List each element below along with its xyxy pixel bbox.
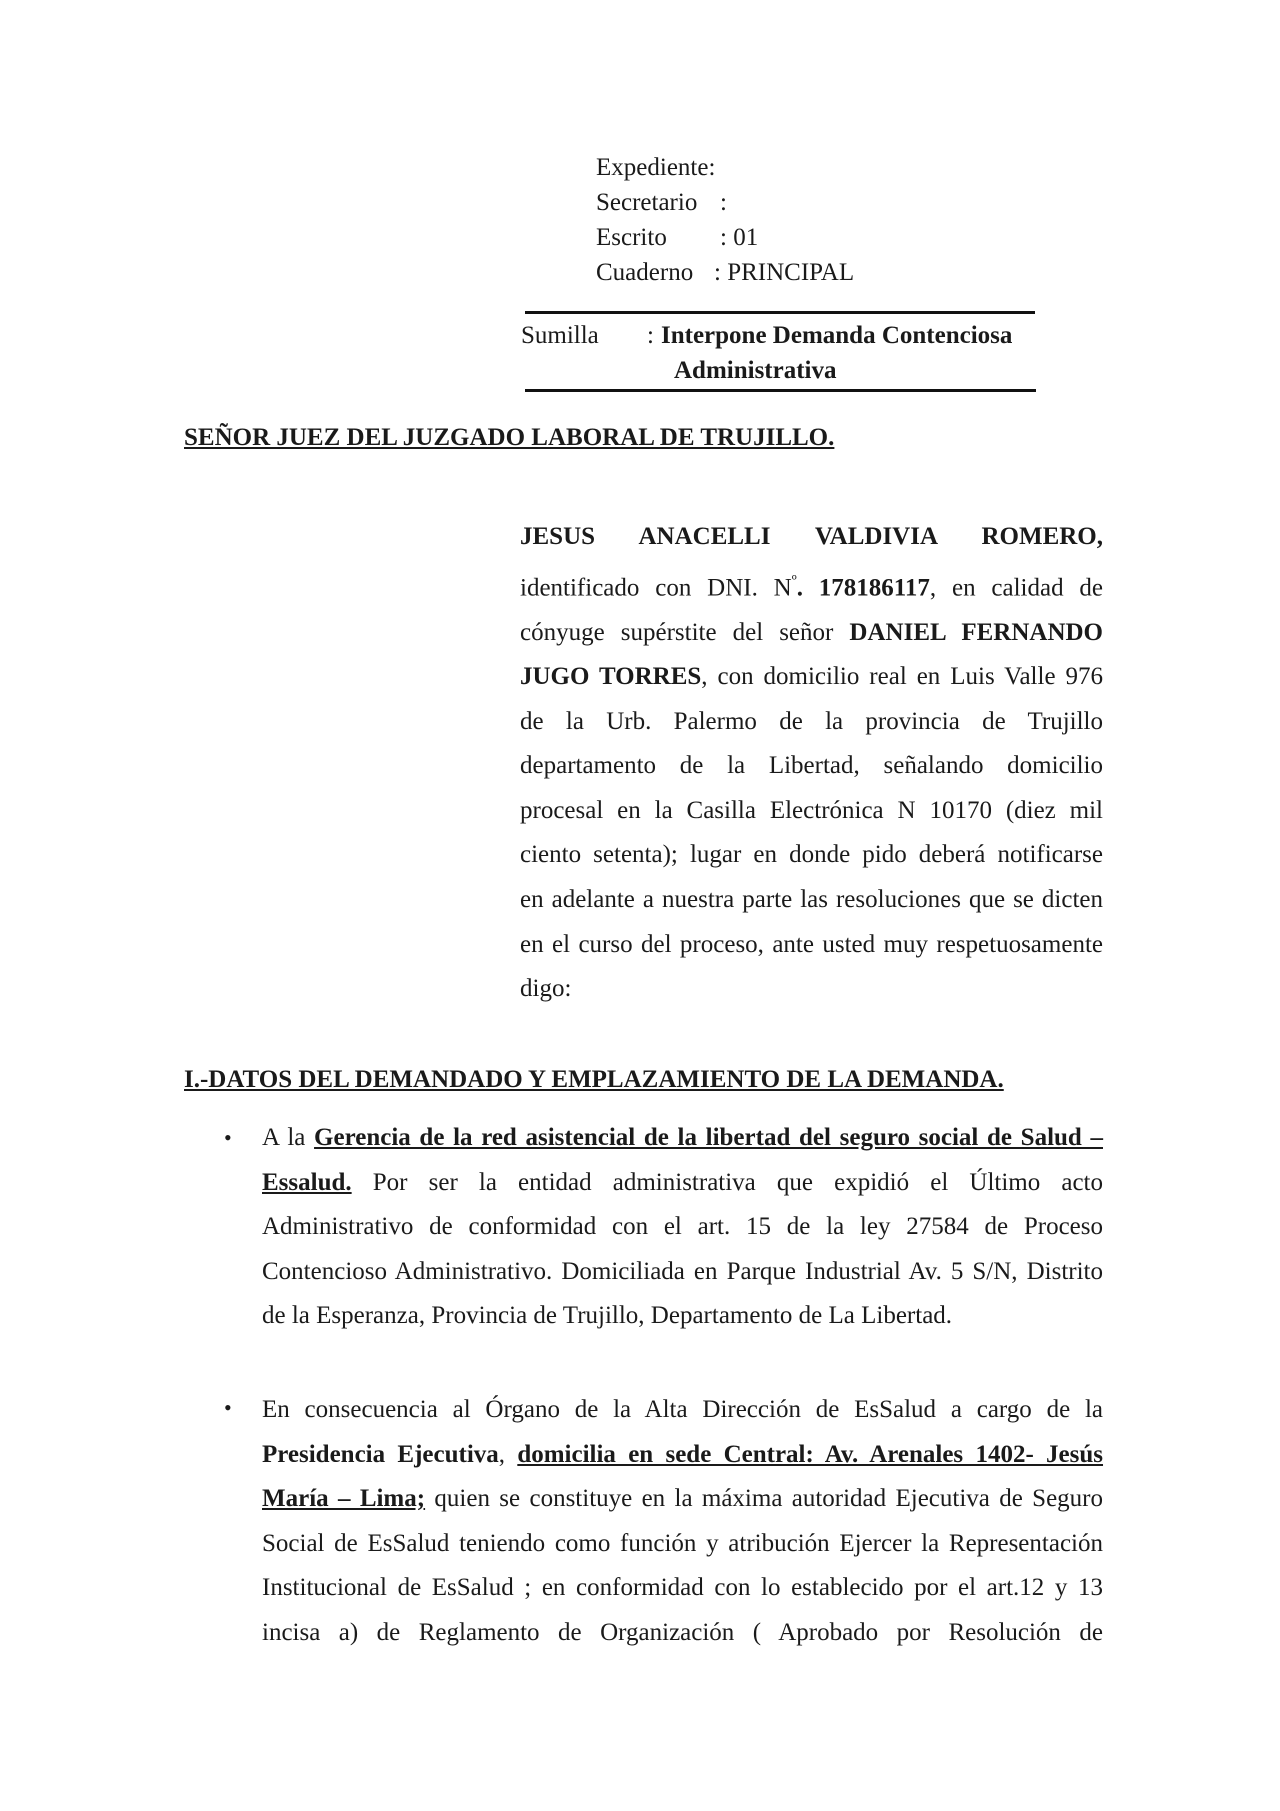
- defendant-address: domicilia en sede Central: Av. Arenales 1402- Jesús: [517, 1440, 1104, 1468]
- list-item: [262, 1116, 1103, 1339]
- petitioner-line: ciento setenta); lugar en donde pido deberá notificarse: [520, 841, 1103, 869]
- dni-number: 178186117: [818, 573, 930, 601]
- bullet-icon: •: [224, 1395, 232, 1420]
- cuaderno-label: Cuaderno: [596, 259, 694, 286]
- item-line: En consecuencia al Órgano de la Alta Dirección de EsSalud a cargo de la: [262, 1396, 1103, 1423]
- item-line: de la Esperanza, Provincia de Trujillo, Departamento de La Libertad.: [262, 1302, 953, 1330]
- escrito-label: Escrito: [596, 224, 667, 251]
- petitioner-line: identificado con DNI. $N^º$. 178186117, en calidad de: [520, 572, 1103, 601]
- sumilla-text-continued: Administrativa: [674, 357, 837, 384]
- petitioner-line: [520, 515, 1103, 560]
- item-line: Presidencia Ejecutiva, domicilia en sede Central: Av. Arenales 1402- Jesús: [262, 1440, 1104, 1468]
- defendant-name: Gerencia de la red asistencial de la libertad del seguro social de Salud –: [314, 1124, 1103, 1151]
- spouse-name: JUGO TORRES: [520, 663, 702, 691]
- petitioner-line: en adelante a nuestra parte las resoluciones que se dicten: [520, 886, 1103, 914]
- item-line: Social de EsSalud teniendo como función y atribución Ejercer la Representación: [262, 1529, 1103, 1557]
- petitioner-line: en el curso del proceso, ante usted muy respetuosamente: [520, 930, 1103, 958]
- sumilla-colon: :: [647, 322, 654, 349]
- item-line: A la Gerencia de la red asistencial de la libertad del seguro social de Salud –: [262, 1124, 1103, 1151]
- item-line: Contencioso Administrativo. Domiciliada en Parque Industrial Av. 5 S/N, Distrito: [262, 1257, 1103, 1285]
- petitioner-line: JUGO TORRES, con domicilio real en Luis Valle 976: [520, 663, 1103, 691]
- expediente-label: Expediente:: [596, 154, 716, 181]
- petitioner-line: de la Urb. Palermo de la provincia de Trujillo: [520, 707, 1103, 735]
- divider-top: [525, 311, 1035, 314]
- item-line: María – Lima; quien se constituye en la máxima autoridad Ejecutiva de Seguro: [262, 1485, 1103, 1513]
- petitioner-line: cónyuge supérstite del señor DANIEL FERNANDO: [520, 618, 1103, 646]
- petitioner-line: departamento de la Libertad, señalando domicilio: [520, 752, 1103, 780]
- item-line: Administrativo de conformidad con el art. 15 de la ley 27584 de Proceso: [262, 1213, 1103, 1241]
- salutation-heading: SEÑOR JUEZ DEL JUZGADO LABORAL DE TRUJILLO.: [184, 424, 835, 451]
- sumilla-label: Sumilla: [521, 322, 599, 349]
- petitioner-name: JESUS ANACELLI VALDIVIA ROMERO,: [520, 523, 1103, 550]
- item-line: Essalud. Por ser la entidad administrativa que expidió el Último acto: [262, 1168, 1103, 1196]
- case-header: [596, 150, 854, 290]
- petitioner-line: digo:: [520, 975, 572, 1003]
- cuaderno-value: : PRINCIPAL: [714, 259, 855, 286]
- expediente-row: [596, 150, 854, 185]
- section-title: I.-DATOS DEL DEMANDADO Y EMPLAZAMIENTO DE LA DEMANDA.: [184, 1066, 1004, 1093]
- petitioner-paragraph: [520, 515, 1103, 1012]
- list-item: [262, 1388, 1103, 1656]
- secretario-label: Secretario: [596, 189, 698, 216]
- bullet-icon: •: [224, 1125, 232, 1150]
- petitioner-line: procesal en la Casilla Electrónica N 10170 (diez mil: [520, 796, 1103, 824]
- spouse-name: DANIEL FERNANDO: [849, 618, 1103, 646]
- item-line: incisa a) de Reglamento de Organización ( Aprobado por Resolución de: [262, 1618, 1103, 1646]
- item-line: Institucional de EsSalud ; en conformidad con lo establecido por el art.12 y 13: [262, 1574, 1103, 1602]
- escrito-value: : 01: [720, 224, 759, 251]
- secretario-row: [596, 185, 854, 220]
- escrito-row: [596, 220, 854, 255]
- divider-bottom: [525, 389, 1036, 392]
- cuaderno-row: [596, 255, 854, 290]
- secretario-value: :: [720, 189, 727, 216]
- sumilla-text: Interpone Demanda Contenciosa: [661, 322, 1013, 349]
